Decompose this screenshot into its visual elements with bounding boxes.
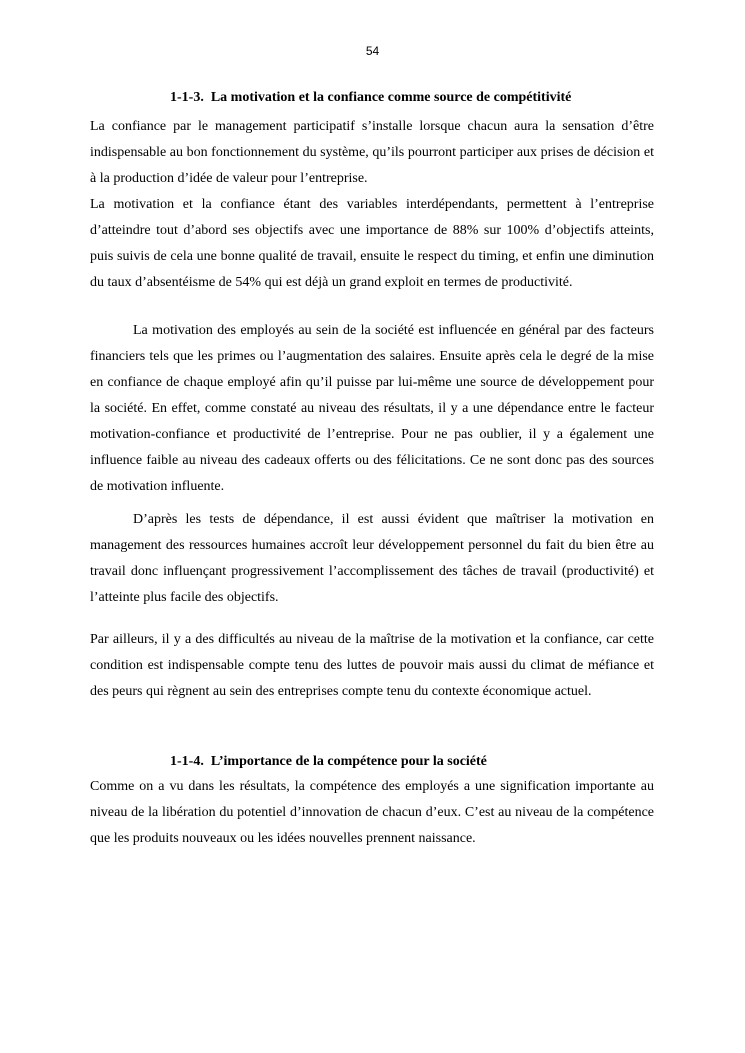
paragraph-difficultes: Par ailleurs, il y a des difficultés au niveau de la maîtrise de la motivation et la confiance, car cette condition est indispensable compte tenu des luttes de pouvoir mais aussi du climat de méfiance et des peurs qui règnent au sein des entreprises compte tenu du contexte économique actuel. (90, 632, 654, 699)
page-number: 54 (365, 44, 380, 58)
paragraph-competence: Comme on a vu dans les résultats, la compétence des employés a une signification importante au niveau de la libération du potentiel d’innovation de chacun d’eux. C’est au niveau de la compétence que les produits nouveaux ou les idées nouvelles prennent naissance. (90, 779, 654, 846)
section-number: 1-1-4. (170, 754, 204, 769)
paragraph-tests-dependance: D’après les tests de dépendance, il est aussi évident que maîtriser la motivation en management des ressources humaines accroît leur développement personnel du fait du bien être au travail donc influençant progressivement l’accomplissement des tâches de travail (productivité) et l’atteinte plus facile des objectifs. (90, 512, 654, 605)
paragraph-facteurs-motivation: La motivation des employés au sein de la société est influencée en général par des facteurs financiers tels que les primes ou l’augmentation des salaires. Ensuite après cela le degré de la mise en confiance de chaque employé afin qu’il puisse par lui-même une source de développement pour la société. En effet, comme constaté au niveau des résultats, il y a une dépendance entre le facteur motivation-confiance et productivité de l’entreprise. Pour ne pas oublier, il y a également une influence faible au niveau des cadeaux offerts ou des félicitations. Ce ne sont donc pas des sources de motivation influente. (90, 323, 654, 494)
section-title: L’importance de la compétence pour la société (210, 754, 487, 769)
section-heading-1-1-4 (170, 754, 487, 770)
section-title: La motivation et la confiance comme source de compétitivité (210, 90, 572, 105)
section-heading-1-1-3 (170, 90, 571, 106)
paragraph-management-participatif: La confiance par le management participatif s’installe lorsque chacun aura la sensation d’être indispensable au bon fonctionnement du système, qu’ils pourront participer aux prises de décision et à la production d’idée de valeur pour l’entreprise. (90, 119, 654, 186)
paragraph-objectifs: La motivation et la confiance étant des variables interdépendants, permettent à l’entreprise d’atteindre tout d’abord ses objectifs avec une importance de 88% sur 100% d’objectifs atteints, puis suivis de cela une bonne qualité de travail, ensuite le respect du timing, et enfin une diminution du taux d’absentéisme de 54% qui est déjà un grand exploit en termes de productivité. (90, 197, 654, 290)
section-number: 1-1-3. (170, 90, 204, 105)
